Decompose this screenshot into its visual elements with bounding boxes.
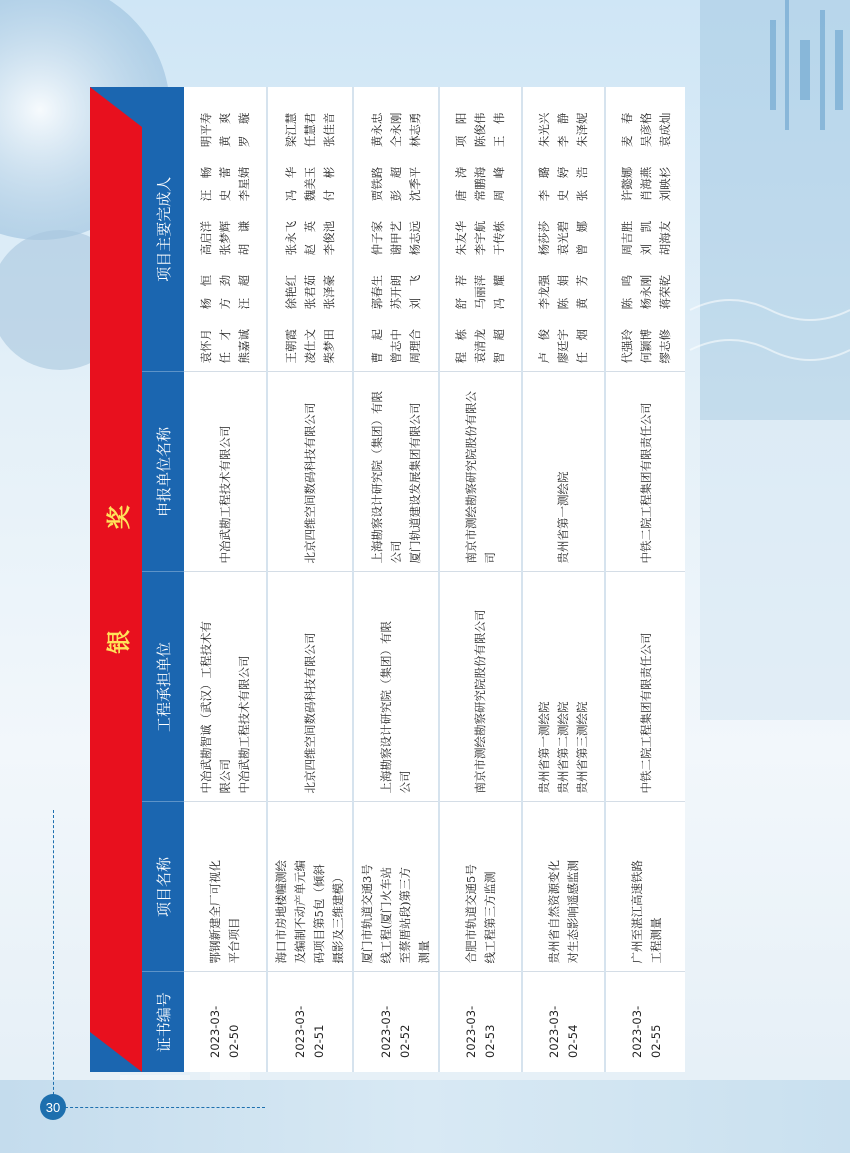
person-name: 杨永刚 <box>639 274 653 310</box>
table-row <box>267 87 353 1072</box>
undertaker-cell <box>439 572 522 802</box>
person-name: 仲子家 <box>369 220 384 256</box>
person-name: 袁光碧 <box>556 220 570 256</box>
person-name: 程 栋 <box>454 329 468 364</box>
person-name: 曹 起 <box>369 329 384 364</box>
people-cell <box>439 87 522 372</box>
award-banner <box>90 87 142 1072</box>
applicant-cell-line: 贵州省第一测绘院 <box>556 471 570 564</box>
undertaker-cell-line: 公司 <box>398 770 412 794</box>
person-name: 肖海燕 <box>639 166 653 202</box>
table-row <box>439 87 522 1072</box>
project-name-cell <box>522 802 605 972</box>
person-name: 袁怀月 <box>198 329 213 364</box>
person-name: 贾铁路 <box>369 166 384 202</box>
undertaker-cell-line: 中铁二院工程集团有限责任公司 <box>639 632 653 794</box>
dashed-line-vertical <box>53 810 54 1110</box>
undertaker-cell-line: 中冶武勘工程技术有限公司 <box>236 655 251 794</box>
table-row <box>353 87 439 1072</box>
applicant-cell-line: 厦门轨道建设发展集团有限公司 <box>407 402 422 564</box>
undertaker-cell-line: 北京四维空间数码科技有限公司 <box>302 632 317 794</box>
person-name: 张梦辉 <box>217 220 232 256</box>
person-name: 李 璐 <box>537 166 551 202</box>
person-name: 沈季平 <box>407 166 422 202</box>
applicant-cell <box>353 372 439 572</box>
person-name: 许懿娜 <box>620 166 634 202</box>
person-name: 朱光兴 <box>537 112 551 148</box>
people-cell <box>353 87 439 372</box>
project-name-cell-line: 贵州省自然资源变化 <box>546 860 561 964</box>
project-name-cell-line: 鄂钢新建全厂可视化 <box>208 860 222 964</box>
person-name: 刘 飞 <box>407 274 422 310</box>
dashed-line-horizontal <box>65 1107 265 1108</box>
person-name: 魏美玉 <box>302 166 317 202</box>
cert-no-cell-line: 02-52 <box>398 1024 412 1058</box>
person-name: 梁江慧 <box>283 112 298 148</box>
undertaker-cell-line: 限公司 <box>217 759 232 794</box>
person-name: 麦 春 <box>620 112 634 148</box>
person-name: 汪 畅 <box>198 166 213 202</box>
person-name: 张佳音 <box>321 112 336 148</box>
person-name: 李宇航 <box>473 220 487 256</box>
applicant-cell-line: 上海勘察设计研究院（集团）有限 <box>369 391 384 564</box>
person-name: 史 婷 <box>556 166 570 202</box>
person-name: 郭春生 <box>369 274 384 310</box>
table-header-row <box>142 87 184 1072</box>
person-name: 廖廷宇 <box>556 329 570 364</box>
person-name: 仝永刚 <box>388 112 403 148</box>
undertaker-cell-line: 中冶武勘智诚（武汉）工程技术有 <box>198 621 213 794</box>
cert-no-cell <box>439 972 522 1072</box>
cert-no-cell-line: 2023-03- <box>546 1005 561 1058</box>
person-name: 柴梦田 <box>321 329 336 364</box>
undertaker-cell-line: 南京市测绘勘察研究院股份有限公司 <box>473 609 487 794</box>
table-row <box>522 87 605 1072</box>
person-name: 李星婧 <box>236 166 251 202</box>
cert-no-cell-line: 2023-03- <box>208 1005 222 1058</box>
person-name: 凌仕文 <box>302 329 317 364</box>
person-name: 陈 娟 <box>556 274 570 310</box>
cert-no-cell-line: 2023-03- <box>293 1005 307 1058</box>
person-name: 徐艳红 <box>283 274 298 310</box>
banner-left-decoration <box>90 1032 142 1072</box>
project-name-cell-line: 厦门市轨道交通3号 <box>360 864 374 964</box>
person-name: 曾志中 <box>388 329 403 364</box>
applicant-cell <box>605 372 685 572</box>
applicant-cell-line: 中冶武勘工程技术有限公司 <box>217 425 232 564</box>
undertaker-cell <box>605 572 685 802</box>
project-name-cell <box>439 802 522 972</box>
project-name-cell-line: 对生态影响遥感监测 <box>565 860 580 964</box>
person-name: 张泽豪 <box>321 274 336 310</box>
person-name: 杨志远 <box>407 220 422 256</box>
person-name: 李俊池 <box>321 220 336 256</box>
person-name: 赵 英 <box>302 220 317 256</box>
person-name: 胡海友 <box>658 220 672 256</box>
award-table <box>90 87 685 1072</box>
undertaker-cell-line: 上海勘察设计研究院（集团）有限 <box>379 621 393 794</box>
person-name: 明平寿 <box>198 112 213 148</box>
cert-no-cell <box>184 972 267 1072</box>
applicant-cell <box>439 372 522 572</box>
person-name: 吴彦格 <box>639 112 653 148</box>
person-name: 张 浩 <box>575 166 589 202</box>
applicant-cell <box>522 372 605 572</box>
cert-no-cell-line: 02-51 <box>312 1024 326 1058</box>
undertaker-cell-line: 贵州省第一测绘院 <box>537 701 551 794</box>
people-grid <box>368 95 425 364</box>
person-name: 胡 谦 <box>236 220 251 256</box>
person-name: 项 阳 <box>454 112 468 148</box>
project-name-cell-line: 海口市房地楼幢测绘 <box>274 860 288 964</box>
person-name: 袁成灿 <box>658 112 672 148</box>
banner-right-decoration <box>90 87 142 127</box>
project-name-cell-line: 平台项目 <box>227 917 241 964</box>
person-name: 陈俊伟 <box>473 112 487 148</box>
cert-no-cell-line: 2023-03- <box>629 1005 644 1058</box>
person-name: 舒 荐 <box>454 274 468 310</box>
person-name: 熊嘉诚 <box>236 329 251 364</box>
person-name: 周吉胜 <box>620 220 634 256</box>
project-name-cell-line: 测量 <box>417 940 431 964</box>
person-name: 高启洋 <box>198 220 213 256</box>
person-name: 卢 俊 <box>537 329 551 364</box>
person-name: 苏开朗 <box>388 274 403 310</box>
person-name: 谢甲艺 <box>388 220 403 256</box>
person-name: 李 静 <box>556 112 570 148</box>
person-name: 史 蕾 <box>217 166 232 202</box>
person-name: 代强玲 <box>620 329 634 364</box>
project-name-cell-line: 至蔡厝站段)第三方 <box>398 867 412 964</box>
person-name: 刘 凯 <box>639 220 653 256</box>
person-name: 冯 耀 <box>492 274 506 310</box>
person-name: 王 伟 <box>492 112 506 148</box>
person-name: 汪 超 <box>236 274 251 310</box>
person-name: 黄 爽 <box>217 112 232 148</box>
cert-no-cell <box>267 972 353 1072</box>
person-name: 曾 娜 <box>575 220 589 256</box>
person-name: 方 劲 <box>217 274 232 310</box>
cert-no-cell-line: 2023-03- <box>463 1005 478 1058</box>
person-name: 周理合 <box>407 329 422 364</box>
person-name: 彭 超 <box>388 166 403 202</box>
person-name: 缪志修 <box>658 329 672 364</box>
project-name-cell-line: 线工程(厦门火车站 <box>379 867 393 964</box>
person-name: 付 彬 <box>321 166 336 202</box>
cert-no-cell <box>522 972 605 1072</box>
person-name: 冯 华 <box>283 166 298 202</box>
applicant-cell-line: 公司 <box>388 540 403 564</box>
page-number: 30 <box>40 1094 66 1120</box>
person-name: 杨莎莎 <box>537 220 551 256</box>
header-project-name: 项目名称 <box>142 802 184 972</box>
table-row <box>184 87 267 1072</box>
project-name-cell-line: 合肥市轨道交通5号 <box>463 864 478 964</box>
applicant-cell-line: 中铁二院工程集团有限责任公司 <box>639 402 653 564</box>
applicant-cell-line: 南京市测绘勘察研究院股份有限公司 <box>463 391 497 564</box>
project-name-cell-line: 工程测量 <box>648 917 663 964</box>
cert-no-cell <box>353 972 439 1072</box>
project-name-cell <box>353 802 439 972</box>
people-cell <box>267 87 353 372</box>
person-name: 任 才 <box>217 329 232 364</box>
project-name-cell-line: 码项目第5包（倾斜 <box>312 864 326 964</box>
cert-no-cell-line: 02-53 <box>482 1024 497 1058</box>
person-name: 刘映杉 <box>658 166 672 202</box>
person-name: 张永飞 <box>283 220 298 256</box>
table-row <box>605 87 685 1072</box>
people-grid <box>282 95 339 364</box>
cert-no-cell <box>605 972 685 1072</box>
undertaker-cell <box>267 572 353 802</box>
header-undertaker: 工程承担单位 <box>142 572 184 802</box>
person-name: 王朝霞 <box>283 329 298 364</box>
project-name-cell-line: 广州至湛江高速铁路 <box>629 860 644 964</box>
project-name-cell-line: 线工程第三方监测 <box>482 871 497 964</box>
person-name: 任慧君 <box>302 112 317 148</box>
applicant-cell <box>267 372 353 572</box>
person-name: 朱友华 <box>454 220 468 256</box>
header-people: 项目主要完成人 <box>142 87 184 372</box>
award-data-table <box>142 87 685 1072</box>
people-grid <box>197 95 254 364</box>
person-name: 罗 璇 <box>236 112 251 148</box>
person-name: 马丽萍 <box>473 274 487 310</box>
undertaker-cell <box>522 572 605 802</box>
person-name: 杨 恒 <box>198 274 213 310</box>
award-table-container <box>90 87 685 1072</box>
people-grid <box>618 95 675 364</box>
award-title: 银 奖 <box>104 459 133 654</box>
person-name: 袁清龙 <box>473 329 487 364</box>
person-name: 朱泽妮 <box>575 112 589 148</box>
undertaker-cell-line: 贵州省第三测绘院 <box>575 701 589 794</box>
header-applicant: 申报单位名称 <box>142 372 184 572</box>
undertaker-cell <box>184 572 267 802</box>
person-name: 常鹏海 <box>473 166 487 202</box>
people-grid <box>535 95 592 364</box>
person-name: 智 超 <box>492 329 506 364</box>
people-cell <box>184 87 267 372</box>
project-name-cell-line: 及编制不动产单元编 <box>293 860 307 964</box>
person-name: 陈 鸣 <box>620 274 634 310</box>
person-name: 黄永忠 <box>369 112 384 148</box>
person-name: 蒋荣乾 <box>658 274 672 310</box>
person-name: 唐 涛 <box>454 166 468 202</box>
person-name: 于传栋 <box>492 220 506 256</box>
applicant-cell-line: 北京四维空间数码科技有限公司 <box>302 402 317 564</box>
people-grid <box>452 95 509 364</box>
bottom-band <box>0 1080 850 1153</box>
person-name: 李龙强 <box>537 274 551 310</box>
project-name-cell-line: 摄影及三维建模） <box>331 871 345 964</box>
person-name: 任 烟 <box>575 329 589 364</box>
people-cell <box>605 87 685 372</box>
undertaker-cell-line: 贵州省第二测绘院 <box>556 701 570 794</box>
cert-no-cell-line: 02-54 <box>565 1024 580 1058</box>
person-name: 周 峰 <box>492 166 506 202</box>
people-cell <box>522 87 605 372</box>
project-name-cell <box>605 802 685 972</box>
person-name: 何颖博 <box>639 329 653 364</box>
cert-no-cell-line: 2023-03- <box>379 1005 393 1058</box>
project-name-cell <box>184 802 267 972</box>
cert-no-cell-line: 02-50 <box>227 1024 241 1058</box>
header-cert-no: 证书编号 <box>142 972 184 1072</box>
person-name: 林志勇 <box>407 112 422 148</box>
undertaker-cell <box>353 572 439 802</box>
cert-no-cell-line: 02-55 <box>648 1024 663 1058</box>
applicant-cell <box>184 372 267 572</box>
person-name: 张君茹 <box>302 274 317 310</box>
person-name: 黄 芳 <box>575 274 589 310</box>
project-name-cell <box>267 802 353 972</box>
